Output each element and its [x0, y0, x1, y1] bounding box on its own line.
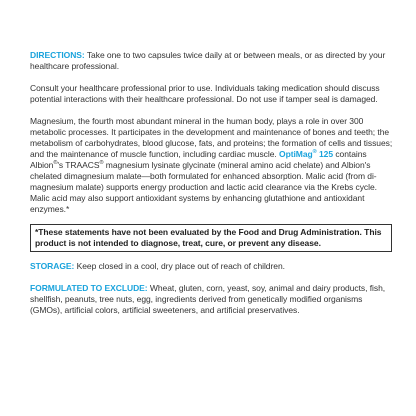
formulated-label: FORMULATED TO EXCLUDE:	[30, 283, 148, 293]
spacer	[30, 105, 394, 116]
spacer	[30, 215, 394, 224]
brand-number: 125	[316, 149, 334, 159]
directions-label: DIRECTIONS:	[30, 50, 85, 60]
consult-paragraph: Consult your healthcare professional prior to use. Individuals taking medication should discuss potential interactions with their healthcare professional. Do not use if tamper seal is damaged.	[30, 83, 380, 104]
formulated-text: Wheat, gluten, corn, yeast, soy, animal and dairy products, fish, shellfish, peanuts, tree nuts, egg, ingredients derived from genetically modified organisms (GMOs), artificial colors, artificial sweeteners, and artificial preservatives.	[30, 283, 386, 315]
brand-registered-mark: ®	[312, 149, 317, 156]
magnesium-part1: contains Albion	[30, 149, 367, 170]
magnesium-part3: magnesium lysinate glycinate (mineral amino acid chelate) and Albion's chelated dimagnesium malate—both formulated for enhanced absorption. Malic acid (from di-magnesium malate) supports energy production and lactic acid clearance via the Krebs cycle. Malic acid may also support antioxidant systems by enhancing glutathione and antioxidant enzymes.*	[30, 160, 377, 214]
storage-label: STORAGE:	[30, 261, 75, 271]
brand-name-text: OptiMag	[279, 149, 313, 159]
fda-disclaimer-box: *These statements have not been evaluated by the Food and Drug Administration. This product is not intended to diagnose, treat, cure, or prevent any disease.	[30, 224, 392, 252]
spacer	[30, 272, 394, 283]
traacs-registered-mark: ®	[99, 160, 104, 167]
formulated-paragraph	[30, 283, 394, 316]
storage-text: Keep closed in a cool, dry place out of reach of children.	[74, 261, 285, 271]
brand-name	[279, 149, 333, 159]
directions-paragraph	[30, 50, 394, 72]
label-panel	[30, 50, 394, 316]
storage-paragraph	[30, 261, 394, 272]
magnesium-paragraph	[30, 116, 394, 215]
albion-registered-mark: ®	[53, 160, 58, 167]
magnesium-text: Magnesium, the fourth most abundant mineral in the human body, plays a role in over 300 metabolic processes. It participates in the development and maintenance of bones and teeth; the metabolism of carbohydrates, blood glucose, fats, and proteins; the formation of cells and tissues; and the maintenance of muscle function, including cardiac muscle.	[30, 116, 393, 159]
magnesium-part2: 's TRAACS	[57, 160, 100, 170]
spacer	[30, 72, 394, 83]
spacer	[30, 252, 394, 261]
directions-text: Take one to two capsules twice daily at or between meals, or as directed by your healthcare professional.	[30, 50, 386, 71]
